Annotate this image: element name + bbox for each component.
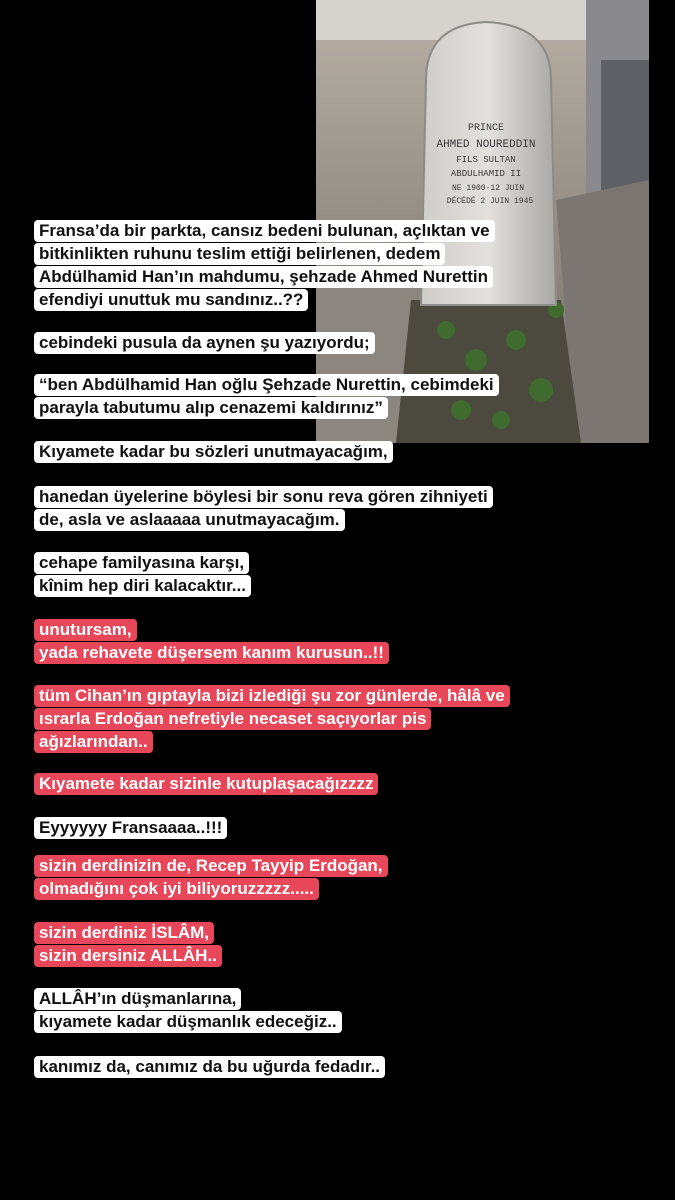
- text-line: Fransa’da bir parkta, cansız bedeni bulunan, açlıktan ve: [34, 220, 495, 242]
- text-line: parayla tabutumu alıp cenazemi kaldırınız”: [34, 397, 388, 419]
- inscription-line: DÉCÉDÉ 2 JUIN 1945: [446, 197, 534, 206]
- inscription-line: FILS SULTAN: [456, 155, 516, 165]
- text-line: hanedan üyelerine böylesi bir sonu reva gören zihniyeti: [34, 486, 493, 508]
- text-line: kıyamete kadar düşmanlık edeceğiz..: [34, 1011, 342, 1033]
- text-line: de, asla ve aslaaaaa unutmayacağım.: [34, 509, 345, 531]
- text-line-highlight: Kıyamete kadar sizinle kutuplaşacağızzzz: [34, 773, 378, 795]
- inscription-line: AHMED NOUREDDIN: [436, 139, 536, 151]
- text-line-highlight: yada rehavete düşersem kanım kurusun..!!: [34, 642, 389, 664]
- text-line: cehape familyasına karşı,: [34, 552, 249, 574]
- text-line: Kıyamete kadar bu sözleri unutmayacağım,: [34, 441, 393, 463]
- inscription-line: PRINCE: [467, 123, 505, 134]
- text-line-highlight: sizin derdinizin de, Recep Tayyip Erdoğan,: [34, 855, 388, 877]
- text-line: kanımız da, canımız da bu uğurda fedadır..: [34, 1056, 385, 1078]
- text-line: “ben Abdülhamid Han oğlu Şehzade Nurettin, cebimdeki: [34, 374, 499, 396]
- text-line-highlight: unutursam,: [34, 619, 137, 641]
- text-line-highlight: sizin derdiniz İSLÂM,: [34, 922, 214, 944]
- text-line-highlight: ısrarla Erdoğan nefretiyle necaset saçıyorlar pis: [34, 708, 431, 730]
- text-line-highlight: olmadığını çok iyi biliyoruzzzzz.....: [34, 878, 319, 900]
- text-line-highlight: ağızlarından..: [34, 731, 153, 753]
- text-line: Eyyyyyy Fransaaaa..!!!: [34, 817, 227, 839]
- text-line: bitkinlikten ruhunu teslim ettiği belirlenen, dedem: [34, 243, 445, 265]
- text-line: Abdülhamid Han’ın mahdumu, şehzade Ahmed Nurettin: [34, 266, 493, 288]
- text-line: kînim hep diri kalacaktır...: [34, 575, 251, 597]
- text-line: cebindeki pusula da aynen şu yazıyordu;: [34, 332, 375, 354]
- text-line: ALLÂH’ın düşmanlarına,: [34, 988, 241, 1010]
- inscription-line: NE 1900-12 JUIN: [451, 184, 525, 193]
- inscription-line: ABDULHAMID II: [450, 169, 522, 179]
- text-line-highlight: sizin dersiniz ALLÂH..: [34, 945, 222, 967]
- text-line-highlight: tüm Cihan’ın gıptayla bizi izlediği şu zor günlerde, hâlâ ve: [34, 685, 510, 707]
- text-line: efendiyi unuttuk mu sandınız..??: [34, 289, 308, 311]
